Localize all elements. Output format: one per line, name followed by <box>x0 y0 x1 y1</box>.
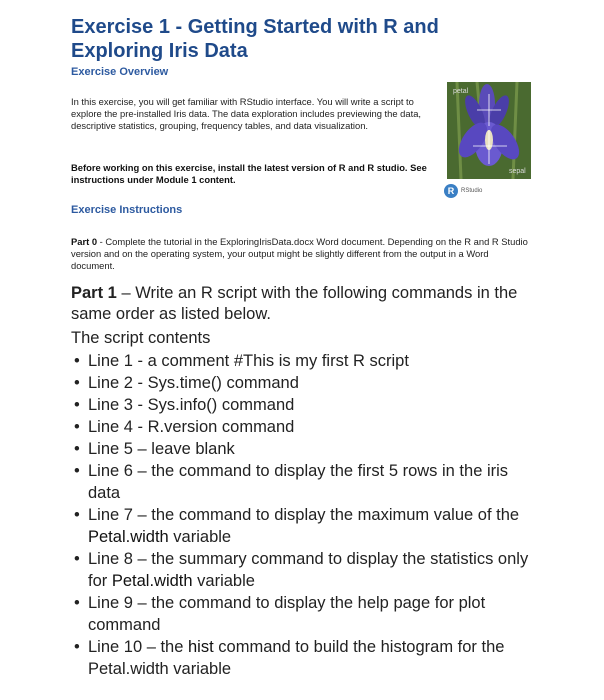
script-contents-heading: The script contents <box>71 329 211 347</box>
iris-flower-image <box>447 82 531 179</box>
part0-text: - Complete the tutorial in the ExploringIrisData.docx Word document. Depending on the R and R Studio version and on the operating system, your output might be slightly different from the output in a Word document. <box>71 236 528 271</box>
list-item: • Line 1 - a comment #This is my first R script <box>71 350 541 372</box>
overview-paragraph: In this exercise, you will get familiar with RStudio interface. You will write a script to explore the pre-installed Iris data. The data exploration includes previewing the data, descriptive statistics, grouping, frequency tables, and data visualization. <box>71 96 422 131</box>
list-item: • Line 8 – the summary command to display the statistics only for Petal.width variable <box>71 548 541 592</box>
list-item: • Line 5 – leave blank <box>71 438 541 460</box>
part1-text: – Write an R script with the following commands in the same order as listed below. <box>71 284 518 323</box>
list-item: • Line 7 – the command to display the maximum value of the Petal.width variable <box>71 504 541 548</box>
r-logo-icon: R <box>444 184 458 198</box>
part0-paragraph <box>71 236 533 272</box>
part1-label: Part 1 <box>71 284 117 302</box>
install-note <box>71 162 437 186</box>
list-item: • Line 4 - R.version command <box>71 416 541 438</box>
list-item: • Line 3 - Sys.info() command <box>71 394 541 416</box>
overview-heading: Exercise Overview <box>71 66 169 78</box>
part1-paragraph <box>71 283 541 325</box>
page-title: Exercise 1 - Getting Started with R and Exploring Iris Data <box>71 16 439 62</box>
petal-label: petal <box>453 88 469 95</box>
list-item: • Line 9 – the command to display the help page for plot command <box>71 592 541 636</box>
sepal-label: sepal <box>509 168 526 175</box>
part0-label: Part 0 <box>71 236 98 247</box>
list-item: • Line 2 - Sys.time() command <box>71 372 541 394</box>
install-note-text: Before working on this exercise, install the latest version of R and R studio. See instructions under Module 1 content. <box>71 162 427 185</box>
instructions-heading: Exercise Instructions <box>71 204 183 216</box>
rstudio-logo-text: RStudio <box>461 188 483 194</box>
iris-flower-illustration <box>447 82 531 179</box>
list-item: • Line 6 – the command to display the first 5 rows in the iris data <box>71 460 541 504</box>
rstudio-logo <box>444 184 482 198</box>
list-item: • Line 10 – the hist command to build the histogram for the Petal.width variable <box>71 636 541 680</box>
script-lines-list <box>71 350 541 680</box>
